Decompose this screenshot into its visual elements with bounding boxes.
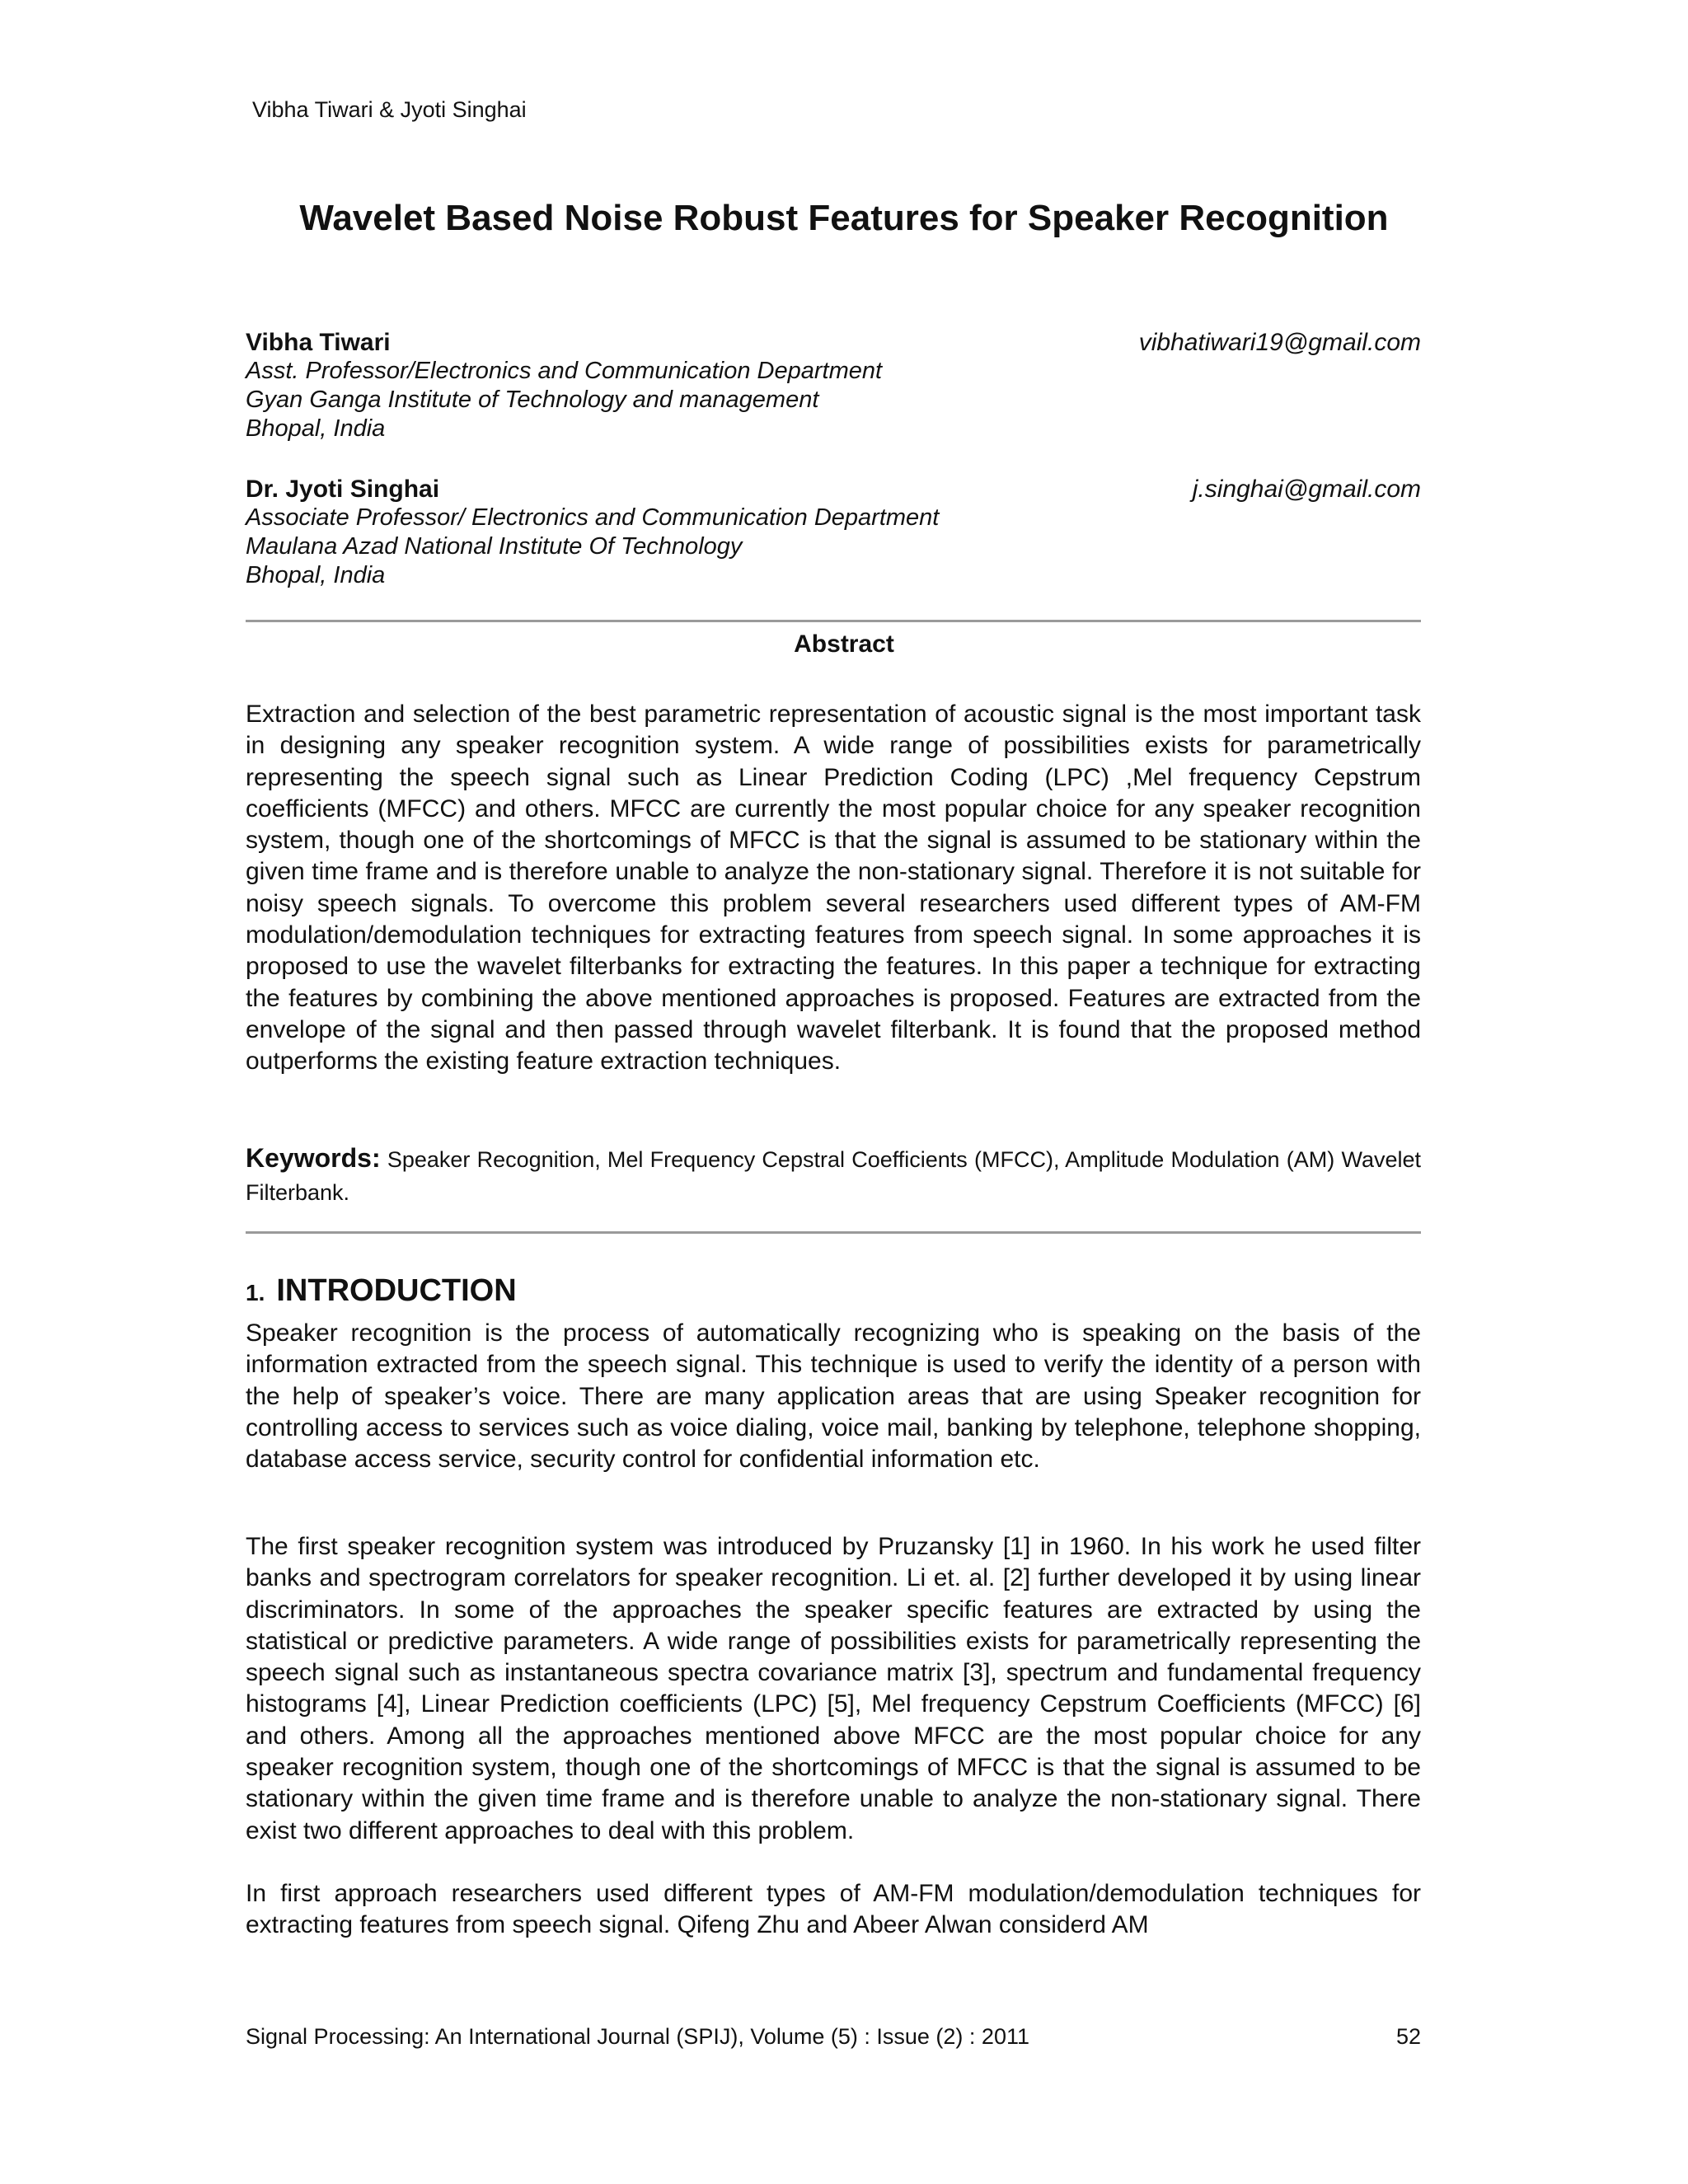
- journal-citation: Signal Processing: An International Journal (SPIJ), Volume (5) : Issue (2) : 2011: [246, 2024, 1029, 2049]
- author-block: [246, 328, 1421, 443]
- paper-title: Wavelet Based Noise Robust Features for Speaker Recognition: [299, 198, 1389, 238]
- section-number: 1.: [246, 1280, 265, 1305]
- abstract-text: Extraction and selection of the best parametric representation of acoustic signal is the most important task in designing any speaker recognition system. A wide range of possibilities exists for parametrically representing the speech signal such as Linear Prediction Coding (LPC) ,Mel frequency Cepstrum coefficients (MFCC) and others. MFCC are currently the most popular choice for any speaker recognition system, though one of the shortcomings of MFCC is that the signal is assumed to be stationary within the given time frame and is therefore unable to analyze the non-stationary signal. Therefore it is not suitable for noisy speech signals. To overcome this problem several researchers used different types of AM-FM modulation/demodulation techniques for extracting features from speech signal. In some approaches it is proposed to use the wavelet filterbanks for extracting the features. In this paper a technique for extracting the features by combining the above mentioned approaches is proposed. Features are extracted from the envelope of the signal and then passed through wavelet filterbank. It is found that the proposed method outperforms the existing feature extraction techniques.: [246, 701, 1421, 1076]
- author-name: Dr. Jyoti Singhai: [246, 476, 440, 503]
- keywords: [246, 1141, 1421, 1209]
- section-title: INTRODUCTION: [276, 1273, 517, 1308]
- author-name: Vibha Tiwari: [246, 329, 391, 356]
- page-number: 52: [1395, 2024, 1421, 2049]
- author-email: vibhatiwari19@gmail.com: [1138, 329, 1421, 356]
- section-divider: [246, 1231, 1421, 1234]
- paragraph: Speaker recognition is the process of automatically recognizing who is speaking on the basis of the information extracted from the speech signal. This technique is used to verify the identity of a person with the help of speaker’s voice. There are many application areas that are using Speaker recognition for controlling access to services such as voice dialing, voice mail, banking by telephone, telephone shopping, database access service, security control for confidential information etc.: [246, 1319, 1421, 1474]
- paragraph: In first approach researchers used different types of AM-FM modulation/demodulation techniques for extracting features from speech signal. Qifeng Zhu and Abeer Alwan considerd AM: [246, 1880, 1421, 1939]
- author-affiliation-line: Associate Professor/ Electronics and Communication Department: [246, 504, 940, 531]
- section-heading: [246, 1273, 517, 1309]
- author-affiliation-line: Gyan Ganga Institute of Technology and management: [246, 387, 819, 413]
- keywords-text: Speaker Recognition, Mel Frequency Cepstral Coefficients (MFCC), Amplitude Modulation (AM) Wavelet Filterbank.: [246, 1147, 1421, 1205]
- paragraph: The first speaker recognition system was introduced by Pruzansky [1] in 1960. In his work he used filter banks and spectrogram correlators for speaker recognition. Li et. al. [2] further developed it by using linear discriminators. In some of the approaches the speaker specific features are extracted by using the statistical or predictive parameters. A wide range of possibilities exists for parametrically representing the speech signal such as instantaneous spectra covariance matrix [3], spectrum and fundamental frequency histograms [4], Linear Prediction coefficients (LPC) [5], Mel frequency Cepstrum Coefficients (MFCC) [6] and others. Among all the approaches mentioned above MFCC are the most popular choice for any speaker recognition system, though one of the shortcomings of MFCC is that the signal is assumed to be stationary within the given time frame and is therefore unable to analyze the non-stationary signal. There exist two different approaches to deal with this problem.: [246, 1533, 1421, 1844]
- page-footer: [246, 2024, 1421, 2050]
- author-email: j.singhai@gmail.com: [1192, 476, 1421, 503]
- abstract-heading: Abstract: [794, 630, 894, 658]
- author-affiliation-line: Maulana Azad National Institute Of Technology: [246, 533, 743, 560]
- author-affiliation-line: Bhopal, India: [246, 415, 386, 442]
- author-affiliation-line: Bhopal, India: [246, 562, 386, 588]
- author-block: [246, 475, 1421, 590]
- section-divider: [246, 620, 1421, 622]
- running-header: Vibha Tiwari & Jyoti Singhai: [252, 97, 527, 122]
- keywords-label: Keywords:: [246, 1143, 381, 1173]
- author-affiliation-line: Asst. Professor/Electronics and Communication Department: [246, 358, 883, 384]
